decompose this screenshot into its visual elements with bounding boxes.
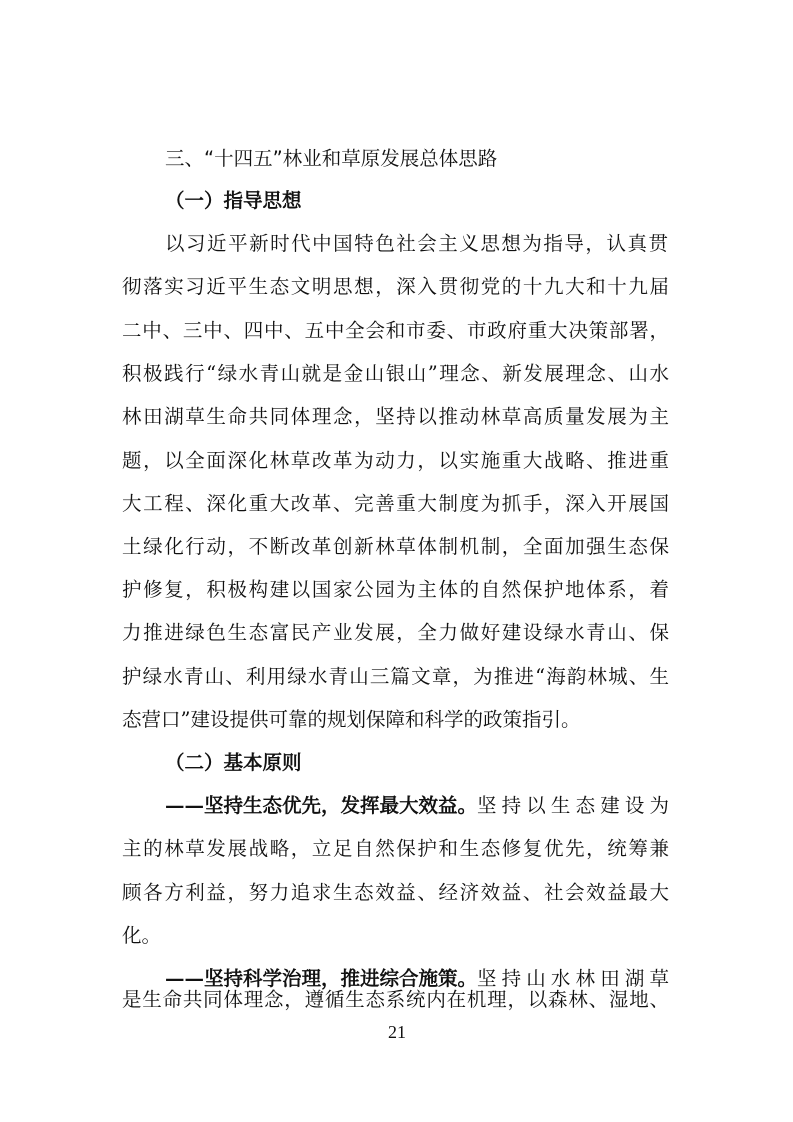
principle-1-text: 坚持以生态建设为 — [477, 794, 669, 817]
principle-1-heading: ——坚持生态优先，发挥最大效益。 — [165, 794, 478, 817]
paragraph-line: 化。 — [122, 924, 162, 947]
paragraph-line: 以习近平新时代中国特色社会主义思想为指导，认真贯 — [165, 232, 668, 255]
subsection-title-basic-principles: （二）基本原则 — [165, 751, 302, 774]
paragraph-line: 题，以全面深化林草改革为动力，以实施重大战略、推进重 — [122, 449, 669, 472]
subsection-title-guiding-ideology: （一）指导思想 — [165, 189, 302, 212]
paragraph-line: 力推进绿色生态富民产业发展，全力做好建设绿水青山、保 — [122, 621, 669, 644]
section-heading: 三、“十四五”林业和草原发展总体思路 — [165, 147, 498, 170]
paragraph-line: 土绿化行动，不断改革创新林草体制机制，全面加强生态保 — [122, 535, 669, 558]
paragraph-line: 顾各方利益，努力追求生态效益、经济效益、社会效益最大 — [122, 881, 669, 904]
paragraph-line: 林田湖草生命共同体理念，坚持以推动林草高质量发展为主 — [122, 405, 669, 428]
paragraph-line: 护绿水青山、利用绿水青山三篇文章，为推进“海韵林城、生 — [122, 665, 669, 688]
paragraph-line: 是生命共同体理念，遵循生态系统内在机理，以森林、湿地、 — [122, 988, 669, 1011]
page-number: 21 — [388, 1022, 406, 1042]
paragraph-line: 主的林草发展战略，立足自然保护和生态修复优先，统筹兼 — [122, 837, 669, 860]
principle-2-heading: ——坚持科学治理，推进综合施策。 — [165, 967, 478, 990]
principle-1-lead-line — [165, 793, 669, 819]
paragraph-line: 护修复，积极构建以国家公园为主体的自然保护地体系，着 — [122, 578, 669, 601]
principle-2-text: 坚持山水林田湖草 — [477, 967, 669, 990]
paragraph-line: 大工程、深化重大改革、完善重大制度为抓手，深入开展国 — [122, 492, 669, 515]
paragraph-line: 积极践行“绿水青山就是金山银山”理念、新发展理念、山水 — [122, 362, 669, 385]
paragraph-line: 态营口”建设提供可靠的规划保障和科学的政策指引。 — [122, 708, 581, 731]
paragraph-line: 二中、三中、四中、五中全会和市委、市政府重大决策部署， — [122, 319, 669, 342]
paragraph-line: 彻落实习近平生态文明思想，深入贯彻党的十九大和十九届 — [122, 275, 669, 298]
